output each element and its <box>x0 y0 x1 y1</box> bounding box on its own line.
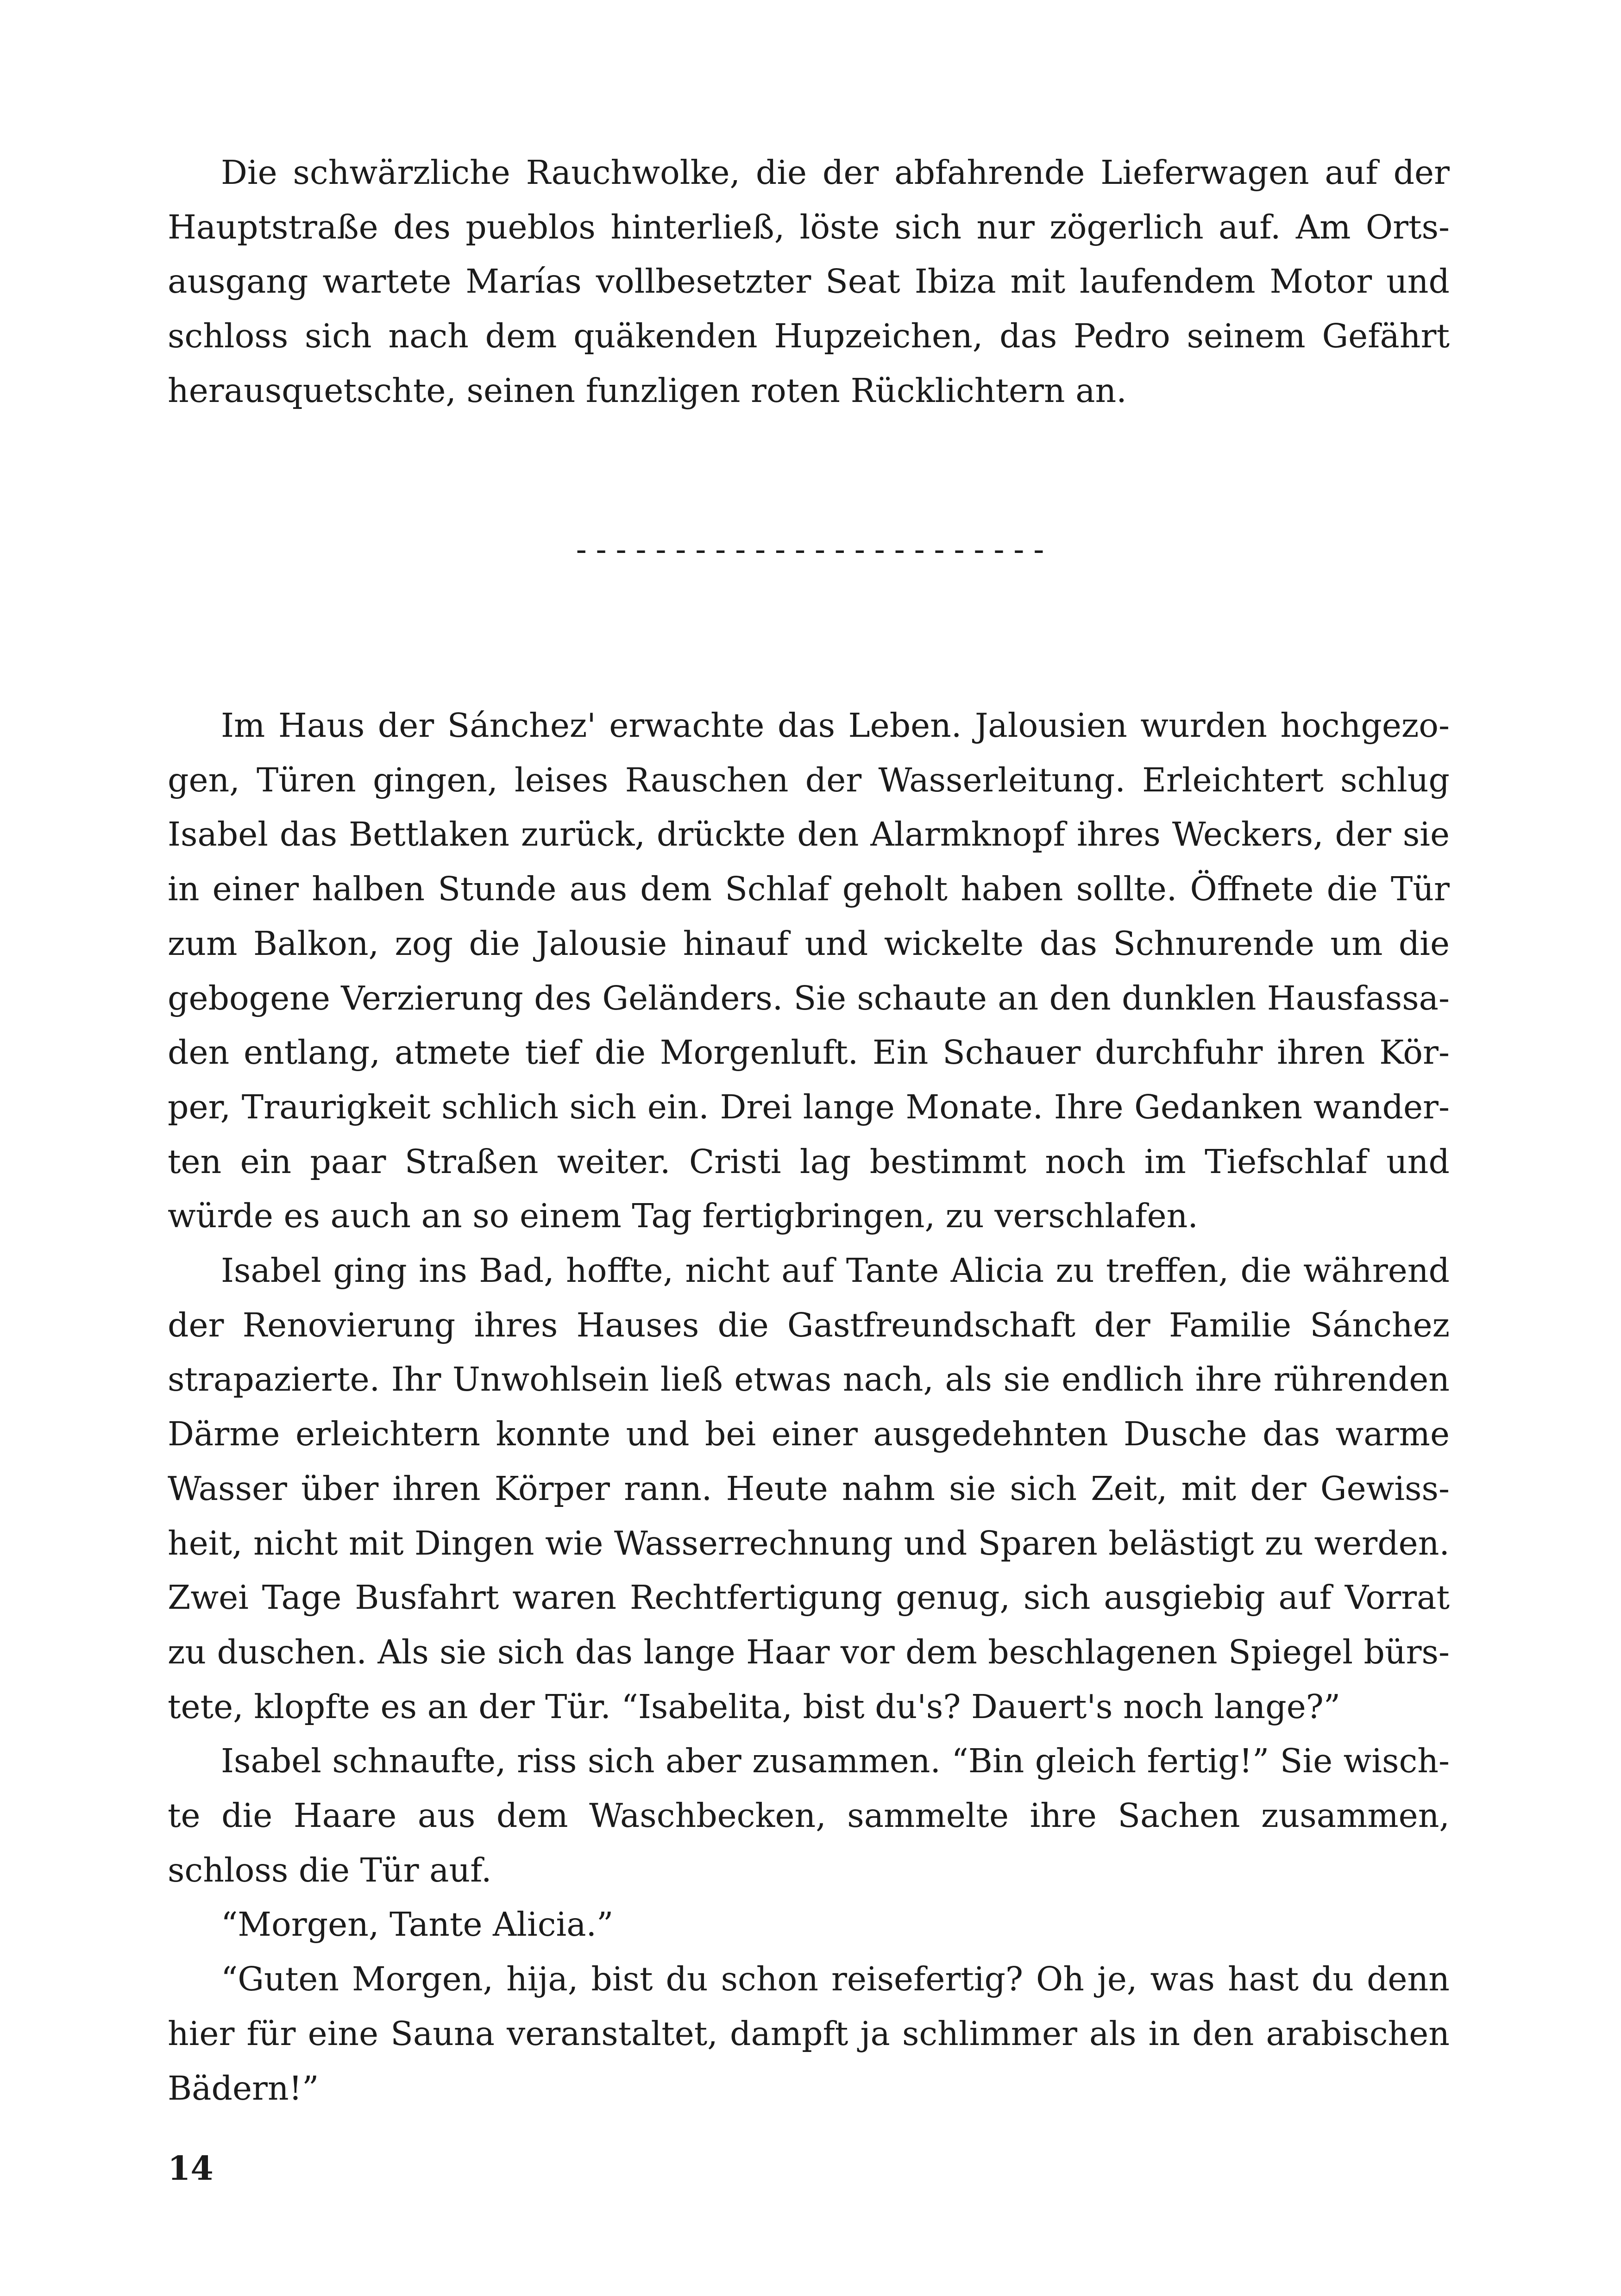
text-block-bottom <box>168 698 1450 2115</box>
paragraph: “Morgen, Tante Alicia.” <box>221 1905 614 1944</box>
section-separator: ------------------------ <box>572 532 1049 568</box>
text-block-top <box>168 145 1450 418</box>
paragraph: Isabel schnaufte, riss sich aber zusammen. “Bin gleich fertig!” Sie wischte die Haare aus dem Waschbecken, sammelte ihre Sachen zusammen, schloss die Tür auf. <box>168 1742 1450 1889</box>
paragraph: Isabel ging ins Bad, hoffte, nicht auf Tante Alicia zu treffen, die während der Renovierung ihres Hauses die Gastfreundschaft der Familie Sánchez strapazierte. Ihr Unwohlsein ließ etwas nach, als sie endlich ihre rührenden Därme erleichtern konnte und bei einer ausgedehnten Dusche das warme Wasser über ihren Körper rann. Heute nahm sie sich Zeit, mit der Gewissheit, nicht mit Dingen wie Wasserrechnung und Sparen belästigt zu werden. Zwei Tage Busfahrt waren Rechtfertigung genug, sich ausgiebig auf Vorrat zu duschen. Als sie sich das lange Haar vor dem beschlagenen Spiegel bürstete, klopfte es an der Tür. “Isabelita, bist du's? Dauert's noch lange?” <box>168 1251 1450 1726</box>
paragraph: Im Haus der Sánchez' erwachte das Leben. Jalousien wurden hochgezogen, Türen gingen, leises Rauschen der Wasserleitung. Erleichtert schlug Isabel das Bettlaken zurück, drückte den Alarmknopf ihres Weckers, der sie in einer halben Stunde aus dem Schlaf geholt haben sollte. Öffnete die Tür zum Balkon, zog die Jalousie hinauf und wickelte das Schnurende um die gebogene Verzierung des Geländers. Sie schaute an den dunklen Hausfassaden entlang, atmete tief die Morgenluft. Ein Schauer durchfuhr ihren Körper, Traurigkeit schlich sich ein. Drei lange Monate. Ihre Gedanken wanderten ein paar Straßen weiter. Cristi lag bestimmt noch im Tiefschlaf und würde es auch an so einem Tag fertigbringen, zu verschlafen. <box>168 706 1450 1236</box>
paragraph: Die schwärzliche Rauchwolke, die der abfahrende Lieferwagen auf der Hauptstraße des pueblos hinterließ, löste sich nur zögerlich auf. Am Ortsausgang wartete Marías vollbesetzter Seat Ibiza mit laufendem Motor und schloss sich nach dem quäkenden Hupzeichen, das Pedro seinem Gefährt herausquetschte, seinen funzligen roten Rücklichtern an. <box>168 153 1450 410</box>
page-number: 14 <box>168 2149 214 2188</box>
paragraph: “Guten Morgen, hija, bist du schon reisefertig? Oh je, was hast du denn hier für eine Sauna veranstaltet, dampft ja schlimmer als in den arabischen Bädern!” <box>168 1960 1450 2108</box>
